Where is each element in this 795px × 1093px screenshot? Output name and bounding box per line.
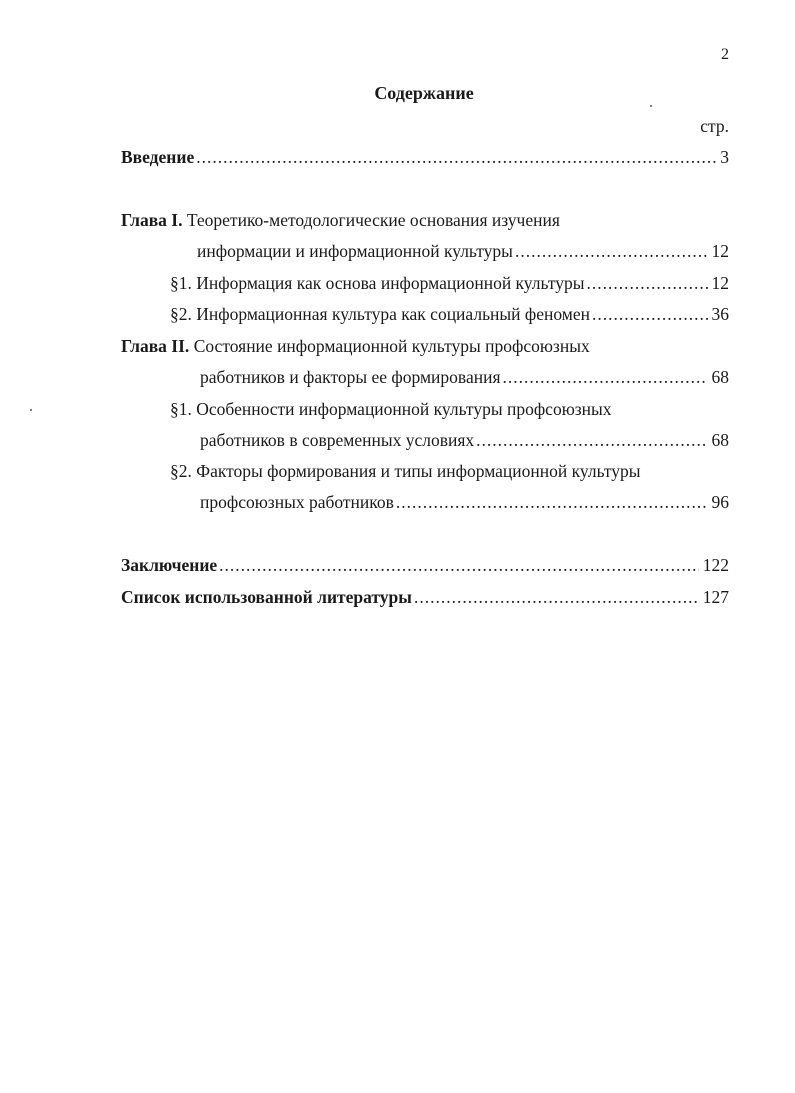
toc-entry-chapter1-section2[interactable] xyxy=(170,303,729,325)
toc-entry-chapter1[interactable] xyxy=(197,240,729,262)
toc-entry-chapter1-heading[interactable] xyxy=(121,209,560,231)
toc-entry-conclusion[interactable] xyxy=(121,554,729,576)
toc-entry-chapter2-section2-heading[interactable] xyxy=(170,460,641,482)
page-column-label: стр. xyxy=(700,116,729,136)
toc-entry-chapter2-section2[interactable] xyxy=(200,491,729,513)
entry-page: 12 xyxy=(711,241,729,261)
entry-page: 96 xyxy=(711,492,729,512)
chapter-title-line1: Теоретико-методологические основания изучения xyxy=(186,210,560,230)
toc-entry-chapter1-section1[interactable] xyxy=(170,272,729,294)
dot-leader xyxy=(219,554,699,576)
section-label: §2. Информационная культура как социальный феномен xyxy=(170,304,591,324)
scan-speck xyxy=(650,105,652,107)
entry-page: 127 xyxy=(702,587,729,607)
dot-leader xyxy=(587,272,708,294)
entry-label: Список использованной литературы xyxy=(121,587,412,607)
section-title-line2: работников в современных условиях xyxy=(200,430,475,450)
dot-leader xyxy=(414,586,699,608)
section-label: §1. Информация как основа информационной культуры xyxy=(170,273,585,293)
toc-entry-references[interactable] xyxy=(121,586,729,608)
toc-entry-chapter2-section1[interactable] xyxy=(200,429,729,451)
chapter-title-line2: работников и факторы ее формирования xyxy=(200,367,501,387)
dot-leader xyxy=(396,491,708,513)
chapter-prefix: Глава II. xyxy=(121,336,190,356)
dot-leader xyxy=(476,429,707,451)
dot-leader xyxy=(503,366,708,388)
entry-page: 68 xyxy=(711,367,729,387)
entry-page: 68 xyxy=(711,430,729,450)
section-title-line1: §2. Факторы формирования и типы информационной культуры xyxy=(170,461,641,481)
entry-page: 36 xyxy=(711,304,729,324)
entry-label: Заключение xyxy=(121,555,218,575)
toc-entry-chapter2[interactable] xyxy=(200,366,729,388)
entry-page: 122 xyxy=(702,555,729,575)
dot-leader xyxy=(515,240,708,262)
chapter-title-line1: Состояние информационной культуры профсоюзных xyxy=(193,336,590,356)
chapter-title-line2: информации и информационной культуры xyxy=(197,241,513,261)
section-title-line2: профсоюзных работников xyxy=(200,492,394,512)
dot-leader xyxy=(196,146,716,168)
entry-page: 12 xyxy=(711,273,729,293)
scan-speck xyxy=(30,409,32,411)
page-number: 2 xyxy=(721,46,729,63)
toc-entry-chapter2-heading[interactable] xyxy=(121,335,590,357)
dot-leader xyxy=(592,303,707,325)
section-title-line1: §1. Особенности информационной культуры профсоюзных xyxy=(170,399,612,419)
toc-entry-chapter2-section1-heading[interactable] xyxy=(170,398,612,420)
toc-title: Содержание xyxy=(374,83,474,103)
chapter-prefix: Глава I. xyxy=(121,210,183,230)
entry-page: 3 xyxy=(720,147,729,167)
entry-label: Введение xyxy=(121,147,195,167)
toc-entry-introduction[interactable] xyxy=(121,146,729,168)
